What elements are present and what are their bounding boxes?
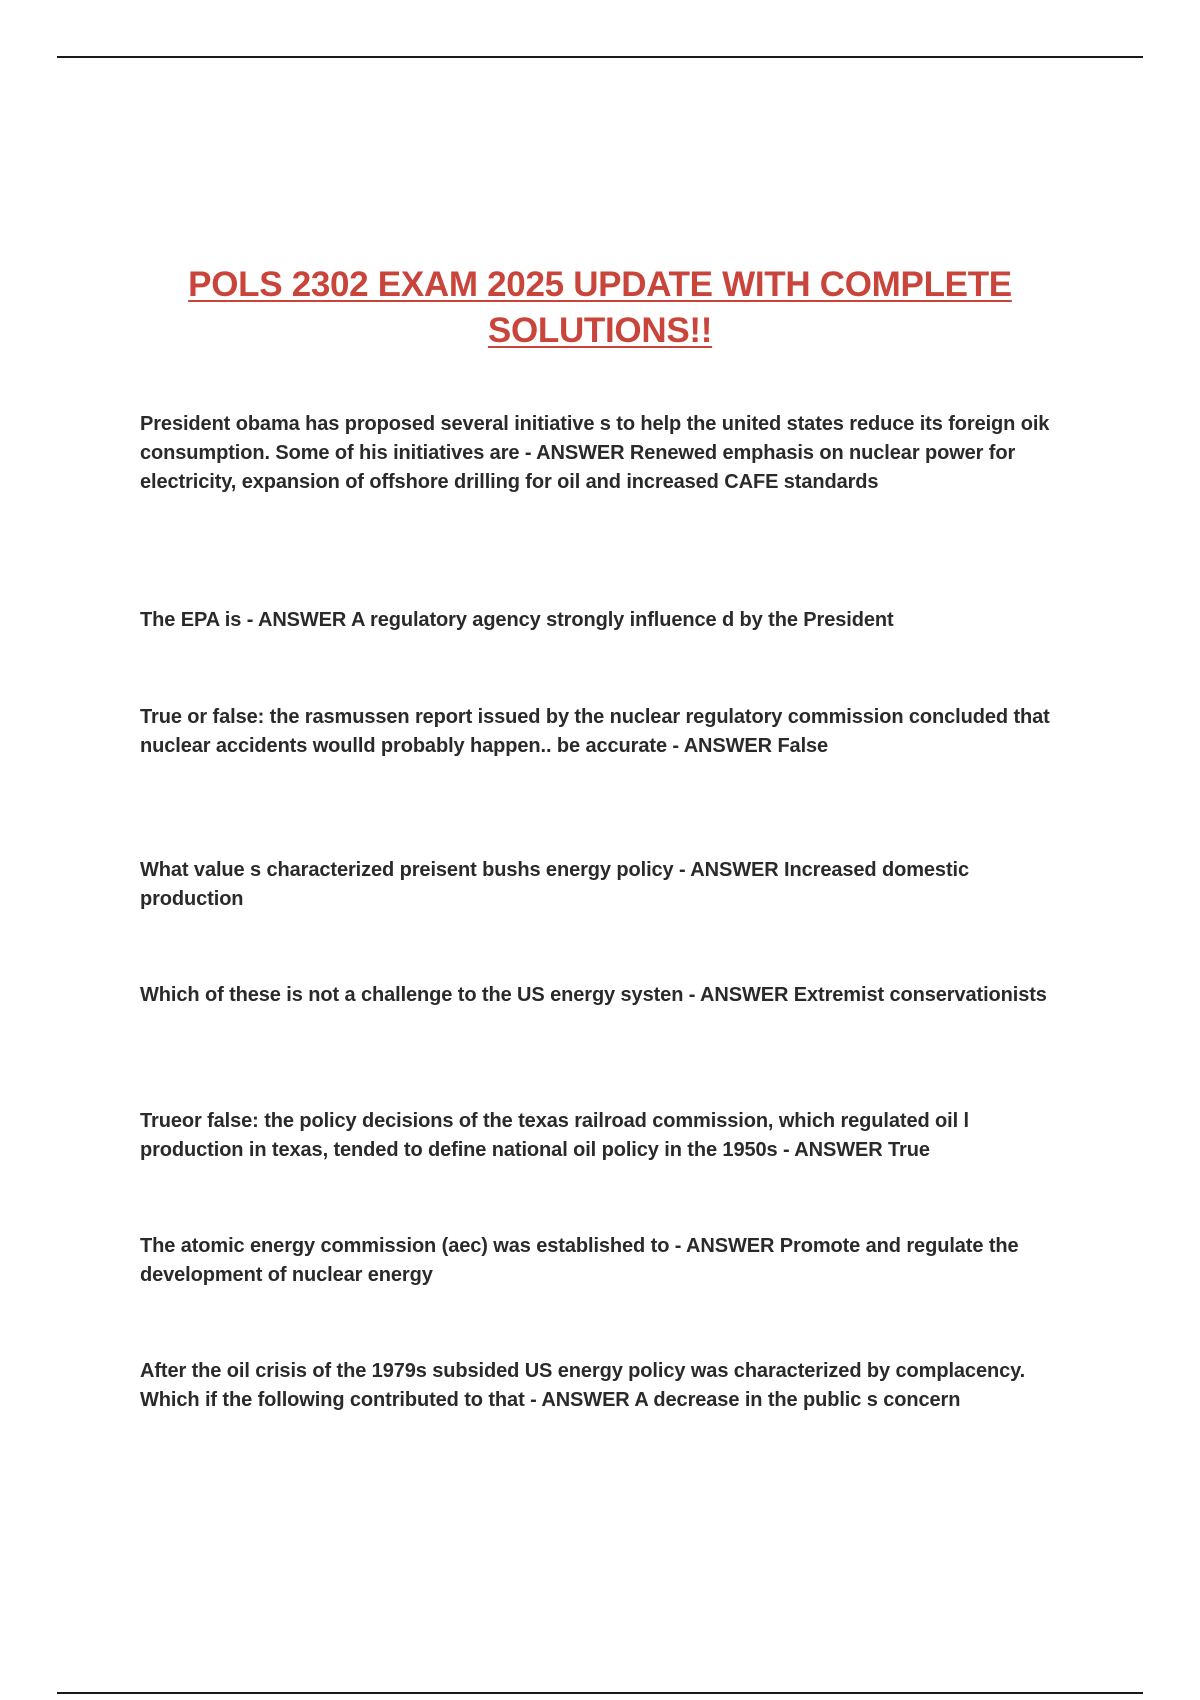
qa-item: After the oil crisis of the 1979s subsided US energy policy was characterized by complacency. Which if the following contributed to that - ANSWER A decrease in the public s concern (140, 1360, 1026, 1411)
qa-item: President obama has proposed several initiative s to help the united states reduce its foreign oik consumption. Some of his initiatives are - ANSWER Renewed emphasis on nuclear power for electricity, expansion of offshore drilling for oil and increased CAFE standards (140, 413, 1050, 493)
qa-item: Trueor false: the policy decisions of the texas railroad commission, which regulated oil l production in texas, tended to define national oil policy in the 1950s - ANSWER True (140, 1110, 969, 1161)
qa-item: The atomic energy commission (aec) was established to - ANSWER Promote and regulate the development of nuclear energy (140, 1235, 1019, 1286)
bottom-rule (57, 1692, 1143, 1694)
title-line-2: SOLUTIONS!! (487, 311, 713, 350)
document-title (0, 262, 1200, 354)
qa-item: Which of these is not a challenge to the US energy systen - ANSWER Extremist conservationists (140, 984, 1047, 1006)
qa-item: The EPA is - ANSWER A regulatory agency strongly influence d by the President (140, 609, 894, 631)
qa-item: True or false: the rasmussen report issued by the nuclear regulatory commission concluded that nuclear accidents woulld probably happen.. be accurate - ANSWER False (140, 706, 1050, 757)
title-line-1: POLS 2302 EXAM 2025 UPDATE WITH COMPLETE (188, 265, 1012, 304)
qa-item: What value s characterized preisent bushs energy policy - ANSWER Increased domestic production (140, 859, 969, 910)
